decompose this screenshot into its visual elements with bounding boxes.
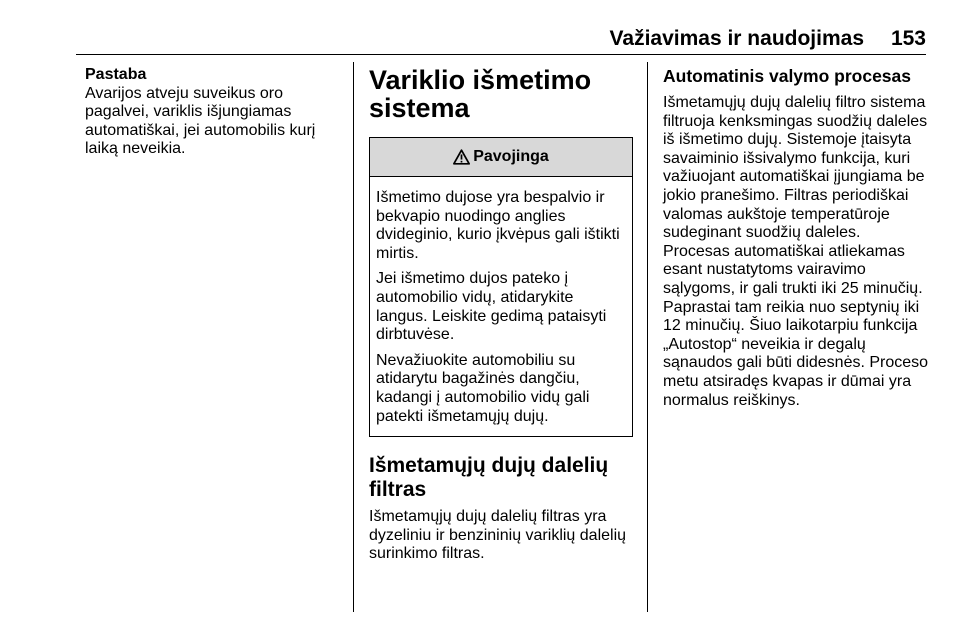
cleaning-column	[663, 66, 929, 410]
cleaning-line: Paprastai tam reikia nuo septynių iki	[663, 298, 920, 316]
danger-box-body	[370, 177, 632, 436]
exhaust-heading	[369, 66, 635, 122]
filter-line: Išmetamųjų dujų dalelių filtras yra	[369, 508, 607, 526]
exhaust-heading-line: sistema	[369, 93, 470, 123]
note-line: pagalvei, variklis išjungiamas	[85, 103, 292, 121]
warning-triangle-icon	[453, 149, 470, 165]
cleaning-line: sudeginant suodžių daleles.	[663, 224, 861, 242]
cleaning-line: normalus reiškinys.	[663, 391, 800, 409]
danger-line: langus. Leiskite gedimą pataisyti	[376, 307, 607, 325]
note-line: automatiškai, jei automobilis kurį	[85, 121, 316, 139]
danger-line: dirbtuvėse.	[376, 326, 455, 344]
danger-line: patekti išmetamųjų dujų.	[376, 407, 549, 425]
danger-paragraph	[376, 189, 628, 263]
filter-text	[369, 508, 635, 564]
page-title: Važiavimas ir naudojimas	[609, 27, 864, 50]
exhaust-heading-line: Variklio išmetimo	[369, 65, 592, 95]
danger-line: Jei išmetimo dujos pateko į	[376, 270, 569, 288]
danger-box	[369, 137, 633, 437]
cleaning-line: esant nustatytoms vairavimo	[663, 261, 866, 279]
danger-paragraph	[376, 352, 628, 426]
danger-line: atidarytu bagažinės dangčiu,	[376, 370, 580, 388]
danger-line: dvideginio, kurio įkvėpus gali ištikti	[376, 226, 620, 244]
note-block	[85, 66, 345, 159]
cleaning-line: važiuojant automatiškai įjungiama be	[663, 168, 925, 186]
filter-line: dyzeliniu ir benzininių variklių dalelių	[369, 526, 627, 544]
danger-line: automobilio vidų, atidarykite	[376, 288, 574, 306]
danger-line: Nevažiuokite automobiliu su	[376, 351, 576, 369]
cleaning-line: valomas aukštoje temperatūroje	[663, 205, 890, 223]
danger-box-title: Pavojinga	[473, 147, 549, 165]
note-line: Avarijos atveju suveikus oro	[85, 84, 284, 102]
filter-section	[369, 454, 635, 564]
danger-box-header	[370, 138, 632, 177]
filter-heading-line: Išmetamųjų dujų dalelių	[369, 454, 609, 478]
page-header	[76, 24, 926, 55]
danger-line: bekvapio nuodingo anglies	[376, 207, 566, 225]
danger-paragraph	[376, 270, 628, 344]
cleaning-line: iš išmetimo dujų. Sistemoje įtaisyta	[663, 131, 912, 149]
column-divider-right	[647, 62, 648, 612]
cleaning-line: 12 minučių. Šiuo laikotarpiu funkcija	[663, 317, 918, 335]
filter-heading	[369, 454, 635, 502]
cleaning-line: sąlygoms, ir gali trukti iki 25 minučių.	[663, 279, 923, 297]
danger-line: Išmetimo dujose yra bespalvio ir	[376, 189, 605, 206]
filter-heading-line: filtras	[369, 478, 427, 502]
cleaning-heading: Automatinis valymo procesas	[663, 66, 911, 86]
note-title: Pastaba	[85, 66, 147, 83]
cleaning-line: jokio pranešimo. Filtras periodiškai	[663, 186, 909, 204]
cleaning-line: Procesas automatiškai atliekamas	[663, 242, 905, 260]
filter-line: surinkimo filtras.	[369, 545, 485, 563]
note-line: laiką neveikia.	[85, 140, 186, 158]
page-number: 153	[890, 27, 926, 50]
danger-line: mirtis.	[376, 244, 419, 262]
cleaning-line: filtruoja kenksmingas suodžių daleles	[663, 112, 928, 130]
cleaning-line: metu atsiradęs kvapas ir dūmai yra	[663, 372, 912, 390]
exhaust-column	[369, 66, 635, 564]
cleaning-text	[663, 94, 929, 410]
danger-line: kadangi į automobilio vidų gali	[376, 388, 590, 406]
cleaning-line: „Autostop“ neveikia ir degalų	[663, 335, 866, 353]
column-divider-left	[353, 62, 354, 612]
cleaning-line: savaiminio išsivalymo funkcija, kuri	[663, 149, 911, 167]
cleaning-line: Išmetamųjų dujų dalelių filtro sistema	[663, 94, 926, 111]
cleaning-line: sąnaudos gali būti didesnės. Proceso	[663, 354, 929, 372]
